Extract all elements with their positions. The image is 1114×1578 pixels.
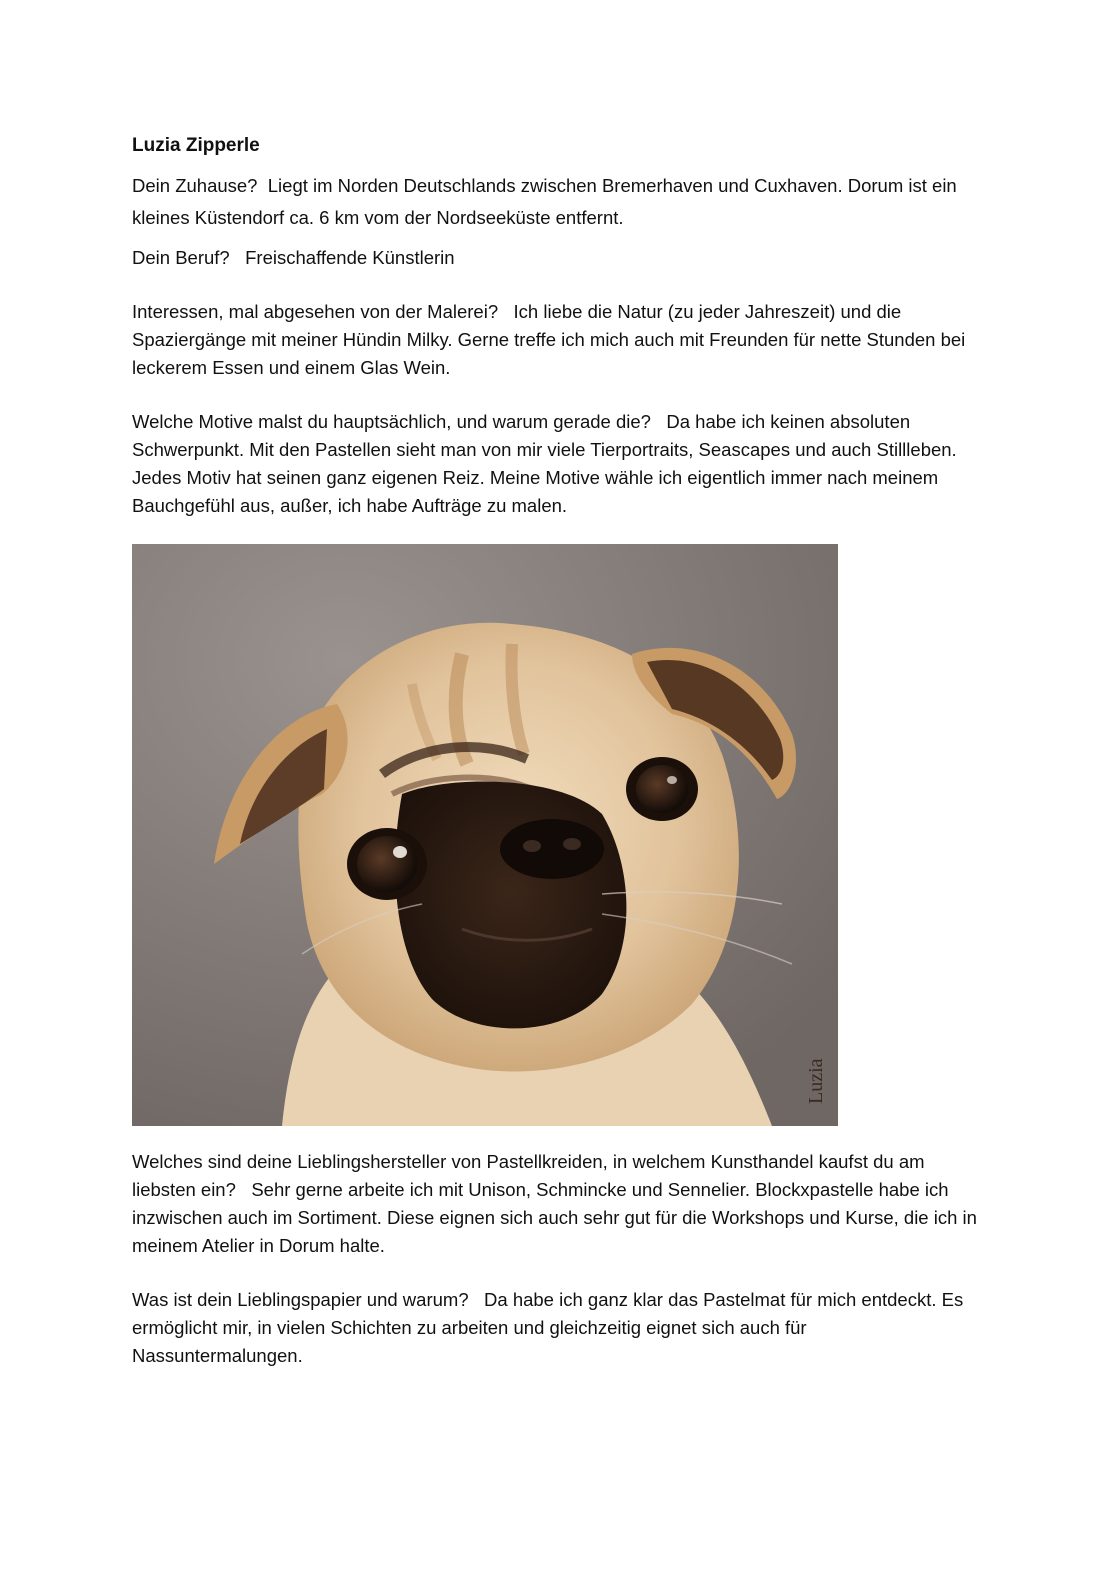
paragraph-interests: [132, 298, 982, 382]
pug-pastel-painting: [132, 544, 838, 1126]
answer-paper: Da habe ich ganz klar das Pastelmat für mich entdeckt. Es ermöglicht mir, in vielen Schichten zu arbeiten und gleichzeitig eignet sich auch für Nassuntermalungen.: [132, 1289, 964, 1366]
answer-brands: Sehr gerne arbeite ich mit Unison, Schmincke und Sennelier. Blockxpastelle habe ich inzwischen auch im Sortiment. Diese eignen sich auch sehr gut für die Workshops und Kurse, die ich in meinem Atelier in Dorum halte.: [132, 1179, 977, 1256]
question-motifs: Welche Motive malst du hauptsächlich, und warum gerade die?: [132, 411, 651, 432]
paragraph-job: [132, 244, 982, 272]
pug-muzzle-mask: [395, 781, 626, 1028]
question-home: Dein Zuhause?: [132, 175, 258, 196]
answer-motifs: Da habe ich keinen absoluten Schwerpunkt. Mit den Pastellen sieht man von mir viele Tierportraits, Seascapes und auch Stillleben. Jedes Motiv hat seinen ganz eigenen Reiz. Meine Motive wähle ich eigentlich immer nach meinem Bauchgefühl aus, außer, ich habe Aufträge zu malen.: [132, 411, 957, 516]
paragraph-brands: [132, 1148, 982, 1260]
question-brands: Welches sind deine Lieblingshersteller von Pastellkreiden, in welchem Kunsthandel kaufst du am liebsten ein?: [132, 1151, 925, 1200]
painting-signature: Luzia: [805, 1058, 827, 1104]
question-interests: Interessen, mal abgesehen von der Malerei?: [132, 301, 499, 322]
author-name-heading: Luzia Zipperle: [132, 135, 260, 156]
question-paper: Was ist dein Lieblingspapier und warum?: [132, 1289, 469, 1310]
answer-job: Freischaffende Künstlerin: [245, 247, 455, 268]
paragraph-paper: [132, 1286, 982, 1370]
pug-nose: [500, 819, 604, 879]
answer-home: Liegt im Norden Deutschlands zwischen Bremerhaven und Cuxhaven. Dorum ist ein kleines Küstendorf ca. 6 km vom der Nordseeküste entfernt.: [132, 175, 957, 228]
document-content: [132, 132, 982, 1370]
question-job: Dein Beruf?: [132, 247, 230, 268]
answer-interests: Ich liebe die Natur (zu jeder Jahreszeit) und die Spaziergänge mit meiner Hündin Milky. Gerne treffe ich mich auch mit Freunden für nette Stunden bei leckerem Essen und einem Glas Wein.: [132, 301, 966, 378]
paragraph-home: [132, 170, 982, 234]
paragraph-motifs: [132, 408, 982, 520]
